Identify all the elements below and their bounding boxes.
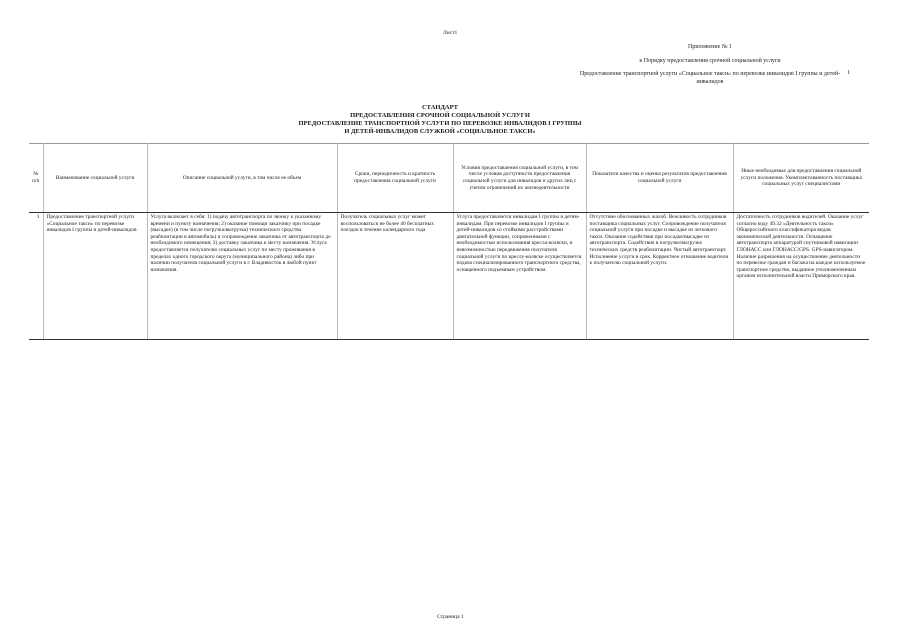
column-header-other: Иные необходимые для предоставления социальной услуги положения. Укомплектованность поставщика социальных услуг специалистами: [733, 144, 869, 213]
cell-number: 1: [29, 213, 43, 340]
column-header-description: Описание социальной услуги, в том числе ее объем: [147, 144, 337, 213]
document-title: СТАНДАРТ: [421, 104, 458, 111]
cell-terms: Получатель социальных услуг может воспользоваться не более 40 бесплатных поездок в течение календарного года: [337, 213, 453, 340]
page-footer: Страница 1: [437, 614, 464, 620]
cell-description: Услуга включает в себя: 1) подачу автотранспорта по звонку к указанному времени и пункту назначения; 2) оказание помощи заказчику при посадке (высадке) (в том числе погрузка/выгрузка) технического средства реабилитации в автомобиль) и сопровождение заказчика от автотранспорта до необходимого помещения; 3) доставку заказчика к месту назначения. Услуга предоставляется получателю социальных услуг по месту проживания в пределах одного городского округа (муниципального района) либо при наличии получателя социальной услуги в г. Владивосток в любой пункт назначения.: [147, 213, 337, 340]
appendix-service-name: Предоставление транспортной услуги «Социальное такси» по перевозке инвалидов I группы и детей-инвалидов: [579, 71, 841, 85]
column-header-terms: Сроки, периодичность и кратность предоставления социальной услуги: [337, 144, 453, 213]
table-row: [29, 213, 869, 340]
document-subtitle-2: ПРЕДОСТАВЛЕНИЕ ТРАНСПОРТНОЙ УСЛУГИ ПО ПЕРЕВОЗКЕ ИНВАЛИДОВ I ГРУППЫ: [298, 120, 582, 127]
cell-quality: Отсутствие обоснованных жалоб. Вежливость сотрудников поставщика социальных услуг. Сопровождение получателя социальной услуги при посадке и высадке из легкового такси. Оказание содействия при посадке/высадке из автотранспорта. Содействие в погрузке/выгрузке технических средств реабилитации. Чистый автотранспорт. Исполнение услуги в срок. Корректное отношение водителя к получателю социальной услуги.: [586, 213, 733, 340]
appendix-page-number: 1: [847, 70, 850, 76]
sheet-label: Лист1: [443, 30, 458, 36]
column-header-conditions: Условия предоставления социальной услуги, в том числе условия доступности предоставления социальной услуги для инвалидов и других лиц с учетом ограничений их жизнедеятельности: [453, 144, 586, 213]
column-header-name: Наименование социальной услуги: [43, 144, 147, 213]
cell-other: Достаточность сотрудников водителей. Оказание услуг согласно коду 49.32 «Деятельность такси» Общероссийского классификатора видов экономической деятельности. Оснащение автотранспорта аппаратурой спутниковой навигации ГЛОНАСС или ГЛОНАСС/GPS. GPS-навигатором. Наличие разрешения на осуществление деятельности по перевозке граждан и багажа на каждое используемое транспортное средство, выданное уполномоченным органом исполнительной власти Приморского края.: [733, 213, 869, 340]
appendix-number: Приложение № 1: [688, 44, 732, 50]
cell-conditions: Услуга предоставляется инвалидам I группы и детям-инвалидам. При перевозке инвалидов I группы и детей-инвалидов со стойкими расстройствами двигательной функции, сопряженными с необходимостью использования кресла-коляски, и невозможностью передвижения получателя социальной услуги по креслу-коляске осуществляется подача специализированного транспортного средства, оснащенного подъемным устройством.: [453, 213, 586, 340]
document-subtitle-3: И ДЕТЕЙ-ИНВАЛИДОВ СЛУЖБОЙ «СОЦИАЛЬНОЕ ТАКСИ»: [344, 128, 536, 135]
column-header-number: № п/п: [29, 144, 43, 213]
table-header-row: [29, 144, 869, 213]
column-header-quality: Показатели качества и оценка результатов предоставления социальной услуги: [586, 144, 733, 213]
appendix-reference: к Порядку предоставления срочной социальной услуги: [639, 58, 781, 64]
cell-service-name: Предоставление транспортной услуги «Социальное такси» по перевозке инвалидов I группы и детей-инвалидов: [43, 213, 147, 340]
document-subtitle-1: ПРЕДОСТАВЛЕНИЯ СРОЧНОЙ СОЦИАЛЬНОЙ УСЛУГИ: [350, 112, 530, 119]
standard-table: [29, 143, 869, 340]
